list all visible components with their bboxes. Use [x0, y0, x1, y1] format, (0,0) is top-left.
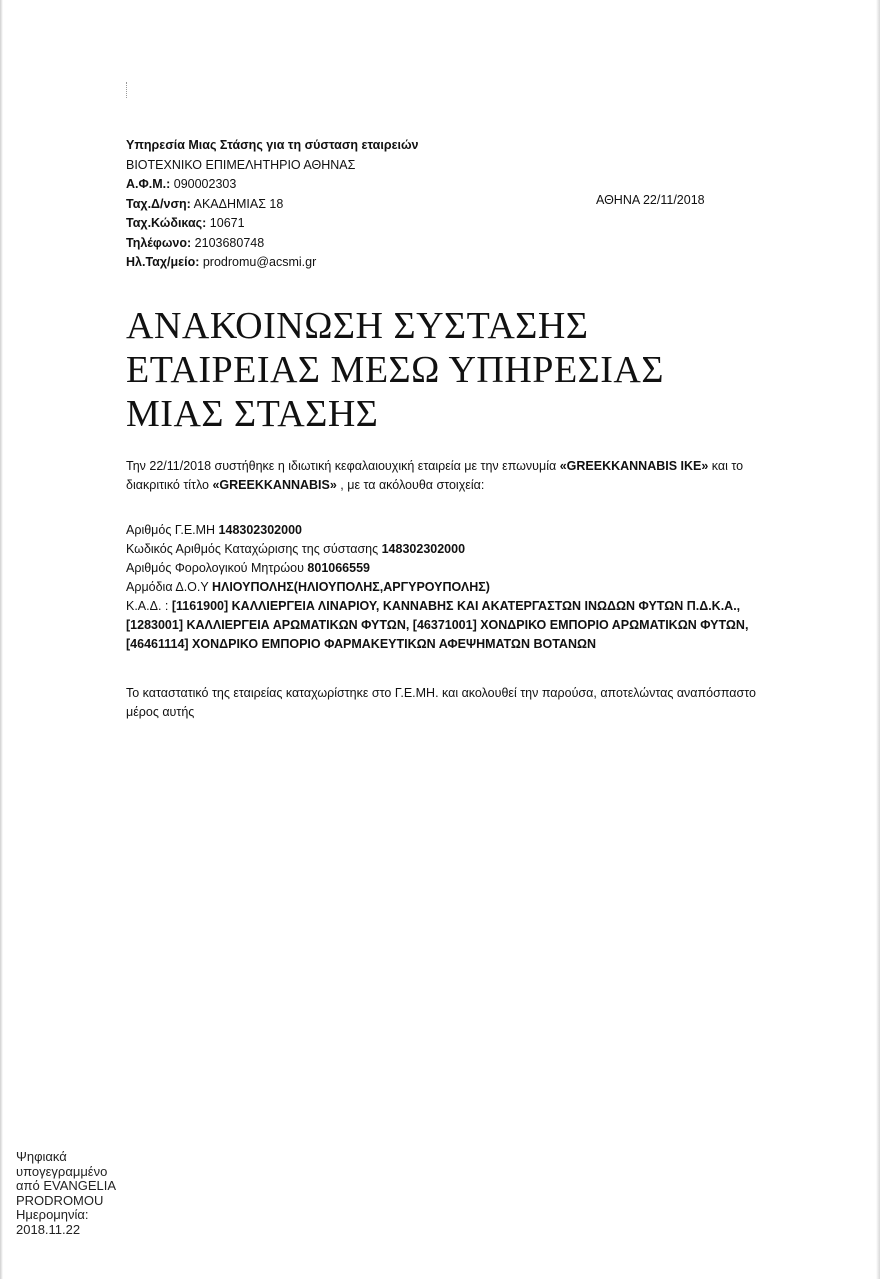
detail-tax-office-label: Αρμόδια Δ.Ο.Υ: [126, 580, 212, 594]
detail-tax-office-value: ΗΛΙΟΥΠΟΛΗΣ(ΗΛΙΟΥΠΟΛΗΣ,ΑΡΓΥΡΟΥΠΟΛΗΣ): [211, 580, 490, 594]
detail-activity-codes-value: [1161900] ΚΑΛΛΙΕΡΓΕΙΑ ΛΙΝΑΡΙΟΥ, ΚΑΝΝΑΒΗΣ ΚΑΙ ΑΚΑΤΕΡΓΑΣΤΩΝ ΙΝΩΔΩΝ ΦΥΤΩΝ Π.Δ.Κ.Α., [1283001] ΚΑΛΛΙΕΡΓΕΙΑ ΑΡΩΜΑΤΙΚΩΝ ΦΥΤΩΝ, [46371001] ΧΟΝΔΡΙΚΟ ΕΜΠΟΡΙΟ ΑΡΩΜΑΤΙΚΩΝ ΦΥΤΩΝ, [46461114] ΧΟΝΔΡΙΚΟ ΕΜΠΟΡΙΟ ΦΑΡΜΑΚΕΥΤΙΚΩΝ ΑΦΕΨΗΜΑΤΩΝ ΒΟΤΑΝΩΝ: [126, 599, 749, 651]
sender-postal: [126, 214, 546, 234]
intro-text-1: Την 22/11/2018 συστήθηκε η ιδιωτική κεφαλαιουχική εταιρεία με την επωνυμία: [126, 459, 560, 473]
detail-activity-codes-label: Κ.Α.Δ. :: [126, 599, 172, 613]
signature-line-4: PRODROMOU: [16, 1192, 104, 1208]
sender-address-label: Ταχ.Δ/νση:: [126, 196, 191, 211]
detail-activity-codes: [126, 597, 766, 654]
sender-phone: [126, 234, 546, 254]
detail-gemi: [126, 521, 766, 540]
sender-afm: [126, 175, 546, 195]
sender-email-label: Ηλ.Ταχ/μείο:: [126, 255, 200, 269]
sender-email-value: prodromu@acsmi.gr: [199, 255, 317, 269]
trade-name: «GREEKKANNABIS»: [212, 478, 337, 492]
page-title: [126, 304, 766, 436]
document-date: ΑΘΗΝΑ 22/11/2018: [596, 193, 705, 207]
closing-paragraph: Το καταστατικό της εταιρείας καταχωρίστηκε στο Γ.Ε.ΜΗ. και ακολουθεί την παρούσα, αποτελώντας αναπόσπαστο μέρος αυτής: [126, 686, 756, 719]
title-line-3: ΜΙΑΣ ΣΤΑΣΗΣ: [126, 393, 379, 435]
detail-registration-label: Κωδικός Αριθμός Καταχώρισης της σύστασης: [126, 542, 382, 556]
title-line-2: ΕΤΑΙΡΕΙΑΣ ΜΕΣΩ ΥΠΗΡΕΣΙΑΣ: [126, 349, 664, 391]
signature-line-5: Ημερομηνία:: [16, 1207, 89, 1222]
detail-registration: [126, 540, 766, 559]
sender-postal-value: 10671: [206, 216, 245, 230]
title-line-1: ΑΝΑΚΟΙΝΩΣΗ ΣΥΣΤΑΣΗΣ: [126, 305, 589, 347]
scan-artifact: [126, 82, 129, 98]
sender-org-name: Υπηρεσία Μιας Στάσης για τη σύσταση εταιρειών: [126, 138, 419, 152]
sender-address-value: ΑΚΑΔΗΜΙΑΣ 18: [190, 196, 284, 211]
intro-paragraph: [126, 457, 766, 495]
sender-address: [126, 195, 546, 215]
detail-tax-number-label: Αριθμός Φορολογικού Μητρώου: [126, 561, 308, 575]
company-details: [126, 521, 766, 654]
digital-signature: [16, 1150, 146, 1237]
scan-edge-right: [876, 0, 880, 1279]
company-name: «GREEKKANNABIS ΙΚΕ»: [559, 459, 709, 473]
sender-block: [126, 136, 546, 273]
detail-gemi-value: 148302302000: [218, 523, 302, 537]
signature-line-2: υπογεγραμμένο: [16, 1163, 108, 1179]
sender-afm-value: 090002303: [170, 177, 237, 191]
detail-gemi-label: Αριθμός Γ.Ε.ΜΗ: [126, 523, 219, 537]
sender-phone-label: Τηλέφωνο:: [126, 235, 192, 250]
detail-tax-number: [126, 559, 766, 578]
detail-tax-number-value: 801066559: [307, 561, 370, 575]
signature-line-6: 2018.11.22: [16, 1221, 81, 1237]
sender-afm-label: Α.Φ.Μ.:: [126, 177, 171, 191]
sender-postal-label: Ταχ.Κώδικας:: [126, 216, 207, 230]
intro-text-2: και το διακριτικό τίτλο: [126, 459, 744, 492]
signature-line-3: από EVANGELIA: [16, 1178, 117, 1193]
sender-phone-value: 2103680748: [191, 235, 265, 250]
detail-tax-office: [126, 578, 766, 597]
signature-line-1: Ψηφιακά: [16, 1149, 67, 1164]
sender-chamber: ΒΙΟΤΕΧΝΙΚΟ ΕΠΙΜΕΛΗΤΗΡΙΟ ΑΘΗΝΑΣ: [126, 157, 356, 172]
intro-text-3: , με τα ακόλουθα στοιχεία:: [336, 478, 485, 492]
scan-edge-left: [0, 0, 3, 1279]
detail-registration-value: 148302302000: [381, 542, 466, 556]
sender-email: [126, 253, 546, 273]
